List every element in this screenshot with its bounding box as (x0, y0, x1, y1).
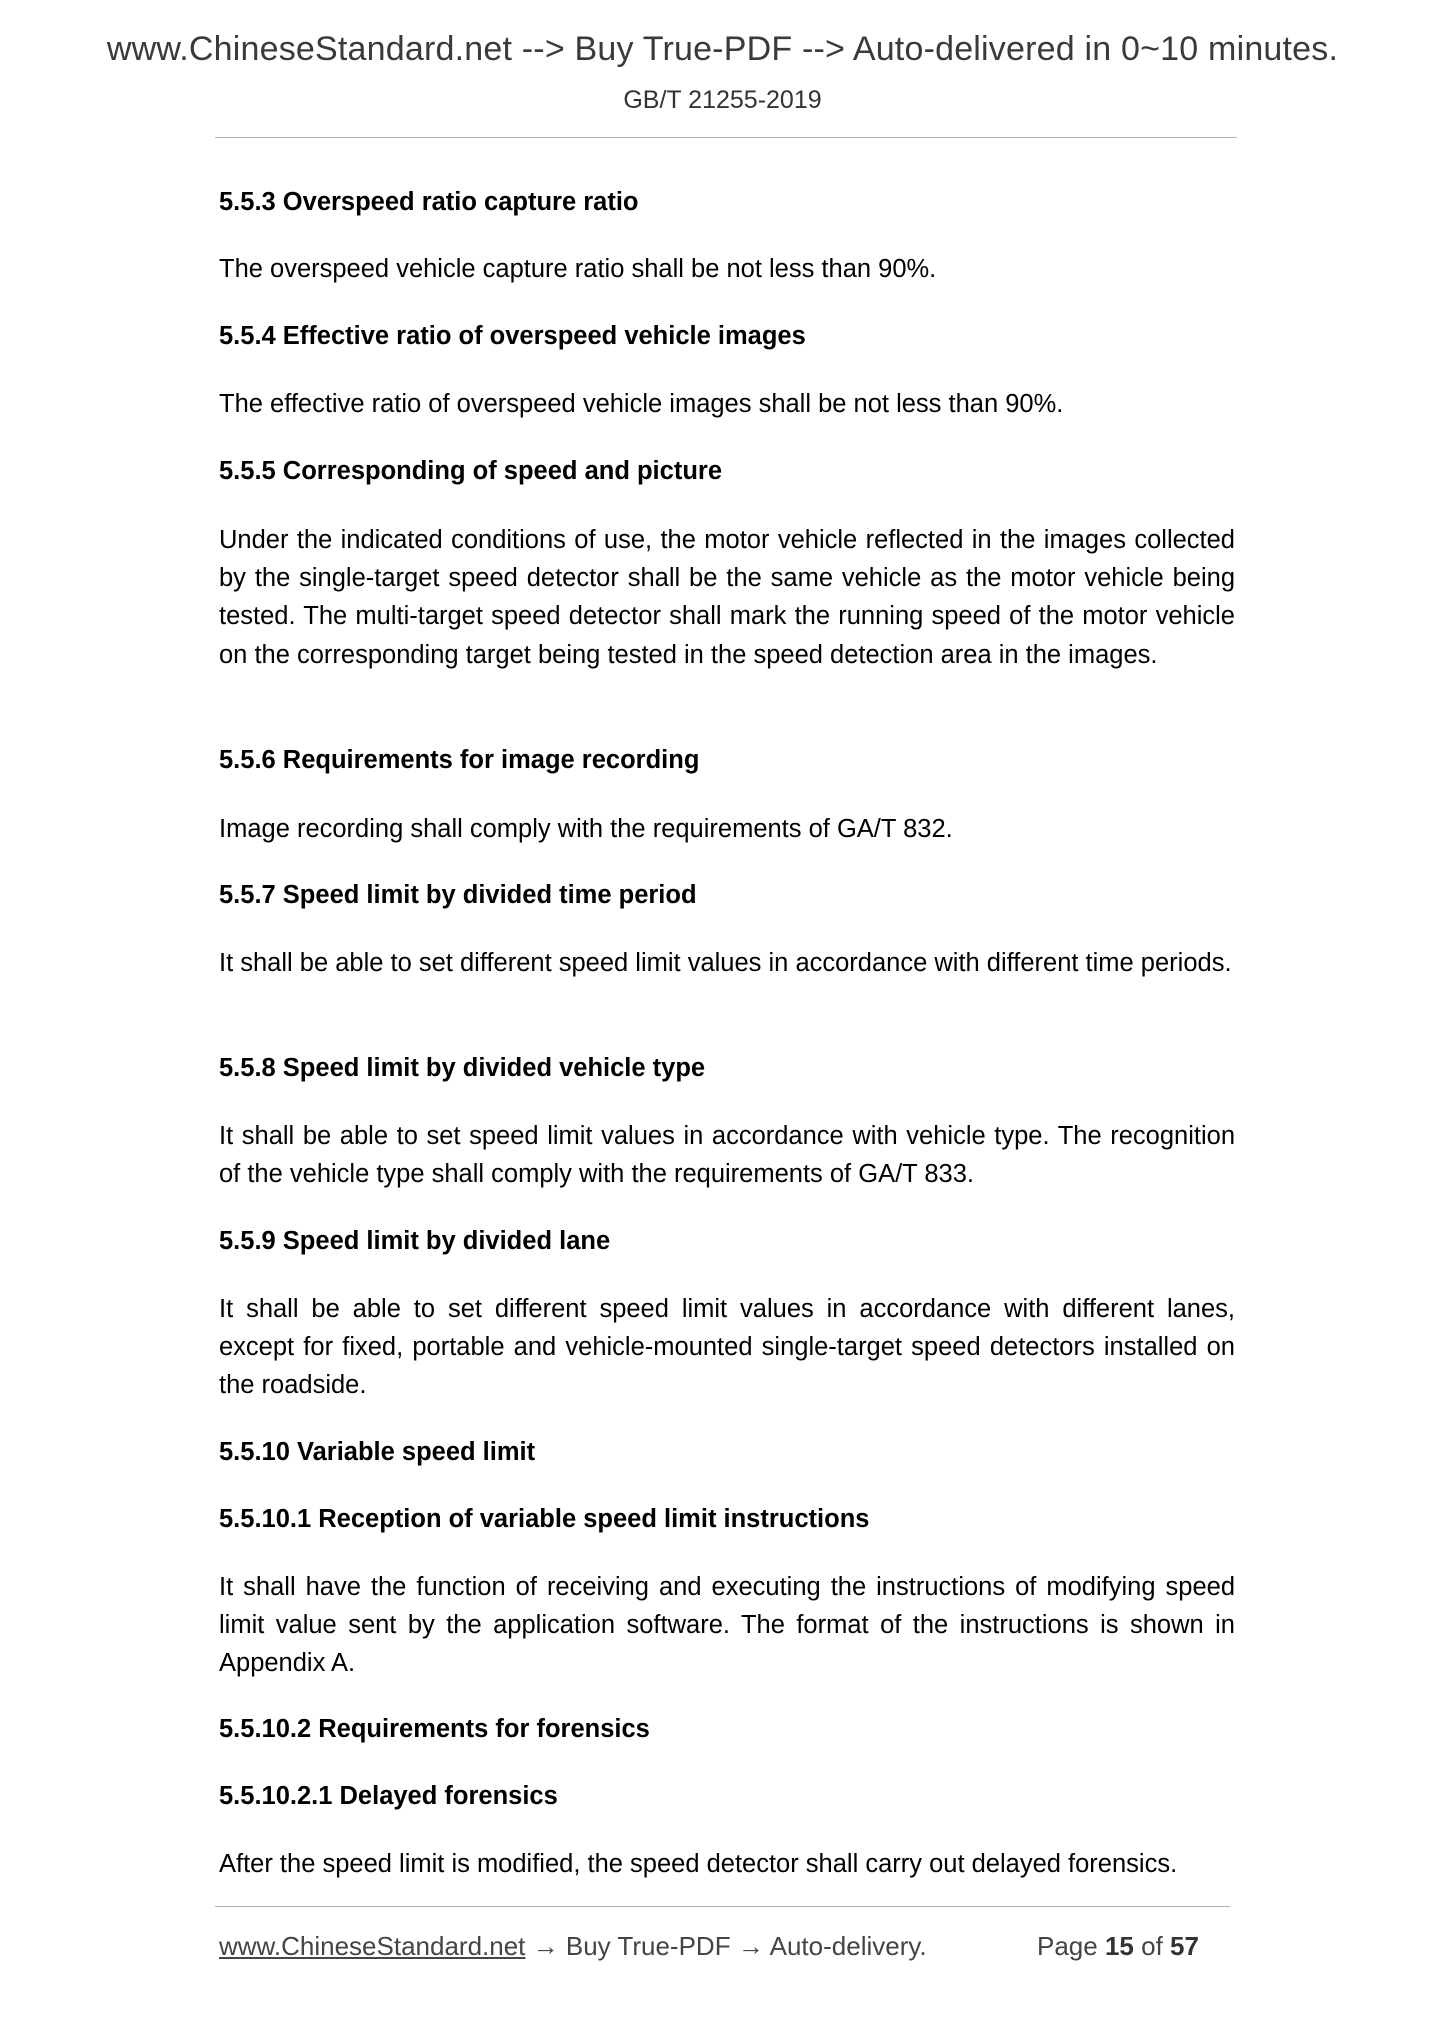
top-banner[interactable]: www.ChineseStandard.net --> Buy True-PDF --> Auto-delivered in 0~10 minutes. (106, 30, 1339, 68)
section-text: It shall be able to set different speed limit values in accordance with different lanes, except for fixed, portable and vehicle-mounted single-target speed detectors installed on the roadside. (219, 1295, 1235, 1400)
section-text: It shall be able to set different speed limit values in accordance with different time periods. (219, 949, 1232, 977)
total-pages: 57 (1170, 1931, 1199, 1961)
section-heading: 5.5.10.2 Requirements for forensics (219, 1715, 650, 1743)
arrow-right-icon: → (532, 1931, 559, 1961)
footer-buy-text: Buy True-PDF (565, 1931, 731, 1961)
footer-delivery-text: Auto-delivery. (769, 1931, 927, 1961)
section-heading: 5.5.7 Speed limit by divided time period (219, 881, 697, 909)
page-number: 15 (1104, 1931, 1134, 1961)
section-text: The overspeed vehicle capture ratio shall be not less than 90%. (219, 255, 937, 283)
section-heading: 5.5.8 Speed limit by divided vehicle type (219, 1054, 706, 1082)
section-text: Image recording shall comply with the requirements of GA/T 832. (219, 815, 953, 843)
section-heading: 5.5.5 Corresponding of speed and picture (219, 457, 723, 485)
section-text: Under the indicated conditions of use, the motor vehicle reflected in the images collected by the single-target speed detector shall be the same vehicle as the motor vehicle being tested. The multi-target speed detector shall mark the running speed of the motor vehicle on the corresponding target being tested in the speed detection area in the images. (219, 526, 1235, 669)
section-heading: 5.5.10 Variable speed limit (219, 1438, 536, 1466)
section-heading: 5.5.10.1 Reception of variable speed limit instructions (219, 1505, 870, 1533)
section-text: The effective ratio of overspeed vehicle images shall be not less than 90%. (219, 390, 1064, 418)
page-indicator (1037, 1931, 1199, 1962)
footer-promo (219, 1931, 927, 1962)
of-label: of (1141, 1931, 1163, 1961)
document-code: GB/T 21255-2019 (623, 86, 822, 114)
footer-site-link[interactable]: www.ChineseStandard.net (219, 1931, 526, 1961)
section-text: After the speed limit is modified, the speed detector shall carry out delayed forensics. (219, 1850, 1178, 1878)
section-heading: 5.5.6 Requirements for image recording (219, 746, 700, 774)
section-text: It shall be able to set speed limit values in accordance with vehicle type. The recognition of the vehicle type shall comply with the requirements of GA/T 833. (219, 1122, 1235, 1189)
footer-divider (215, 1906, 1230, 1907)
section-heading: 5.5.10.2.1 Delayed forensics (219, 1782, 558, 1810)
section-text: It shall have the function of receiving and executing the instructions of modifying speed limit value sent by the application software. The format of the instructions is shown in Appendix A. (219, 1573, 1235, 1678)
section-heading: 5.5.9 Speed limit by divided lane (219, 1227, 611, 1255)
arrow-right-icon: → (737, 1931, 764, 1961)
section-heading: 5.5.3 Overspeed ratio capture ratio (219, 188, 639, 216)
page-label: Page (1037, 1931, 1098, 1961)
section-heading: 5.5.4 Effective ratio of overspeed vehicle images (219, 322, 806, 350)
header-divider (215, 137, 1237, 138)
